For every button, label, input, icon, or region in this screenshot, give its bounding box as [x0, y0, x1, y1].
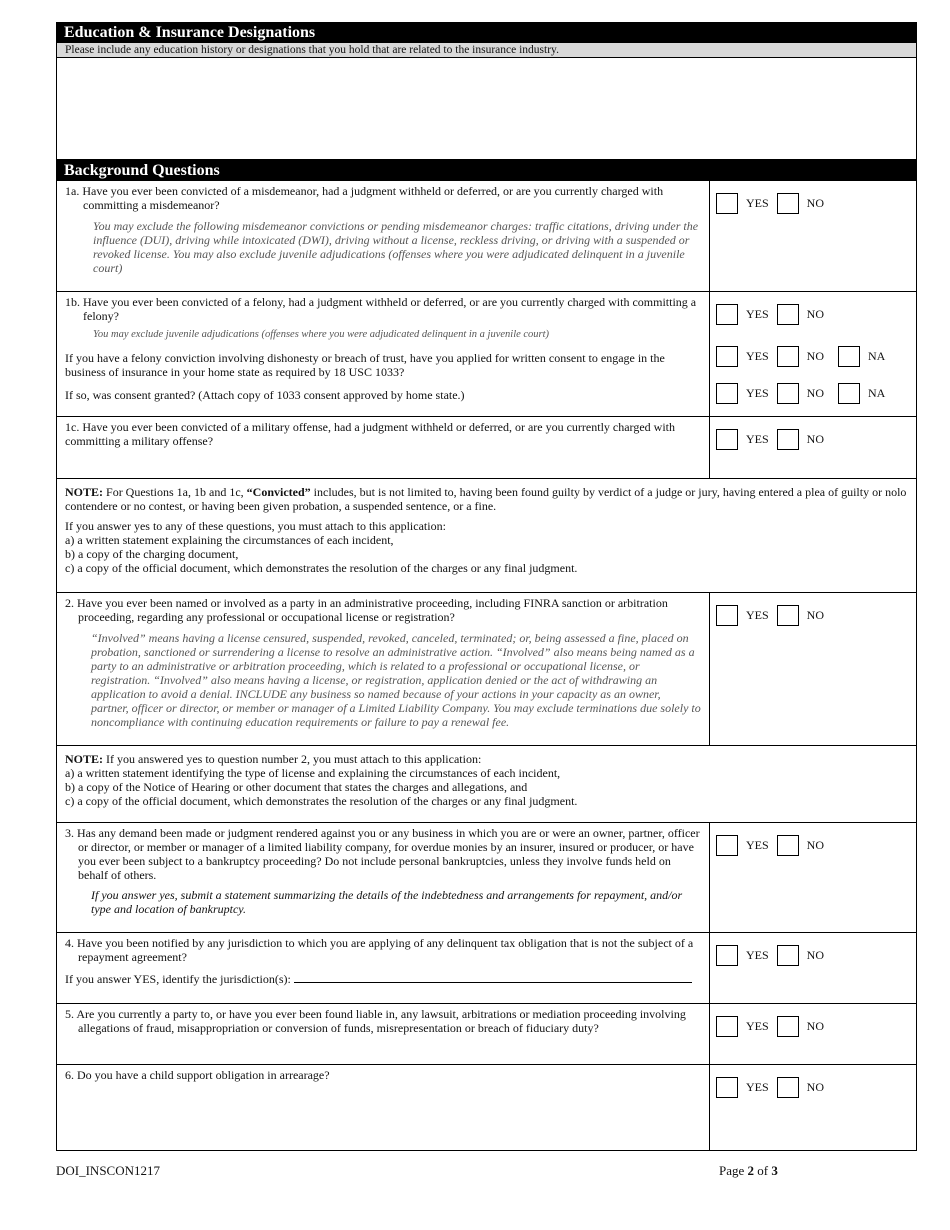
question-3-note: If you answer yes, submit a statement summarizing the details of the indebtedness and arrangements for repayment, and/or type and location of bankruptcy. [91, 888, 683, 916]
of-word: of [754, 1163, 772, 1178]
note-2-item-c: c) a copy of the official document, which demonstrates the resolution of the charges or any final judgment. [65, 794, 578, 808]
question-2-yes-checkbox[interactable] [716, 605, 738, 626]
question-1b-followup-consent: If you have a felony conviction involving dishonesty or breach of trust, have you applied for written consent to engage in the business of insurance in your home state as required by 18 USC 1033? [65, 351, 665, 379]
yes-label: YES [746, 948, 769, 962]
no-label: NO [806, 1019, 825, 1033]
yes-label: YES [746, 349, 769, 363]
question-1c-answer [716, 429, 838, 450]
question-1a-text: 1a. Have you ever been convicted of a misdemeanor, had a judgment withheld or deferred, or are you currently charged with committing a misdemeanor? [65, 184, 664, 212]
note-2-label: NOTE: [65, 752, 104, 766]
no-label: NO [806, 196, 825, 210]
current-page: 2 [747, 1163, 755, 1178]
question-5-row [56, 1004, 917, 1065]
question-1b-granted-answer [716, 383, 893, 404]
question-6-answer [716, 1077, 838, 1098]
total-pages: 3 [771, 1163, 778, 1178]
question-5-text: 5. Are you currently a party to, or have you ever been found liable in, any lawsuit, arbitrations or mediation proceeding involving allegations of fraud, misappropriation or conversion of funds, misrepresentation or breach of fiduciary duty? [65, 1007, 686, 1035]
question-2-answer [716, 605, 838, 626]
question-1a-answer [716, 193, 838, 214]
question-1b-no-checkbox[interactable] [777, 304, 799, 325]
question-1c-no-checkbox[interactable] [777, 429, 799, 450]
yes-label: YES [746, 196, 769, 210]
question-4-followup-label: If you answer YES, identify the jurisdiction(s): [65, 972, 294, 986]
education-instructions: Please include any education history or designations that you hold that are related to the insurance industry. [56, 43, 917, 57]
note-1-pre: For Questions 1a, 1b and 1c, [103, 485, 247, 499]
question-3-yes-checkbox[interactable] [716, 835, 738, 856]
question-5-no-checkbox[interactable] [777, 1016, 799, 1037]
question-1a-no-checkbox[interactable] [777, 193, 799, 214]
yes-label: YES [746, 1080, 769, 1094]
yes-label: YES [746, 1019, 769, 1033]
question-1c-text: 1c. Have you ever been convicted of a military offense, had a judgment withheld or deferred, or are you currently charged with committing a military offense? [65, 420, 675, 448]
question-5-yes-checkbox[interactable] [716, 1016, 738, 1037]
note-1-item-a: a) a written statement explaining the circumstances of each incident, [65, 533, 394, 547]
note-1-post: includes, but is not limited to, having been found guilty by verdict of a judge or jury, having entered a plea of guilty or nolo contendere or no contest, or having been given probation, a suspended sentence, or a fine. [65, 485, 907, 513]
question-4-row [56, 933, 917, 1004]
question-3-text: 3. Has any demand been made or judgment rendered against you or any business in which you are or were an owner, partner, officer or director, or member or manager of a limited liability company, for overdue monies by an insurer, insured or producer, or have you ever been subject to a bankruptcy proceeding? Do not include personal bankruptcies, unless they involve funds held on behalf of others. [65, 826, 700, 882]
note-1-item-b: b) a copy of the charging document, [65, 547, 239, 561]
no-label: NO [806, 307, 825, 321]
note-1-text [65, 485, 908, 513]
note-1-label: NOTE: [65, 485, 104, 499]
question-6-no-checkbox[interactable] [777, 1077, 799, 1098]
no-label: NO [806, 838, 825, 852]
education-section-title: Education & Insurance Designations [56, 22, 917, 43]
note-2-text [65, 752, 908, 766]
question-3-no-checkbox[interactable] [777, 835, 799, 856]
form-id: DOI_INSCON1217 [56, 1163, 160, 1178]
consent-granted-no-checkbox[interactable] [777, 383, 799, 404]
page-word: Page [719, 1163, 748, 1178]
question-1b-note: You may exclude juvenile adjudications (offenses where you were adjudicated delinquent in a juvenile court) [93, 329, 550, 340]
question-2-text: 2. Have you ever been named or involved as a party in an administrative proceeding, including FINRA sanction or arbitration proceeding, regarding any professional or occupational license or registration? [65, 596, 668, 624]
question-3-answer [716, 835, 838, 856]
note-2-row [56, 746, 917, 823]
no-label: NO [806, 948, 825, 962]
question-2-no-checkbox[interactable] [777, 605, 799, 626]
note-1-row [56, 479, 917, 593]
no-label: NO [806, 1080, 825, 1094]
note-2-item-a: a) a written statement identifying the type of license and explaining the circumstances of each incident, [65, 766, 561, 780]
note-1-convicted-term: “Convicted” [246, 485, 311, 499]
question-4-no-checkbox[interactable] [777, 945, 799, 966]
question-1b-row [56, 292, 917, 417]
consent-applied-no-checkbox[interactable] [777, 346, 799, 367]
page-number [719, 1163, 778, 1179]
question-1a-yes-checkbox[interactable] [716, 193, 738, 214]
no-label: NO [806, 386, 825, 400]
consent-granted-yes-checkbox[interactable] [716, 383, 738, 404]
jurisdiction-input-line[interactable] [294, 972, 692, 983]
question-1b-answer [716, 304, 838, 325]
no-label: NO [806, 349, 825, 363]
question-1c-yes-checkbox[interactable] [716, 429, 738, 450]
question-6-yes-checkbox[interactable] [716, 1077, 738, 1098]
question-4-text: 4. Have you been notified by any jurisdiction to which you are applying of any delinquent tax obligation that is not the subject of a repayment agreement? [65, 936, 694, 964]
consent-applied-yes-checkbox[interactable] [716, 346, 738, 367]
yes-label: YES [746, 608, 769, 622]
question-6-text: 6. Do you have a child support obligation in arrearage? [65, 1068, 330, 1082]
note-2-item-b: b) a copy of the Notice of Hearing or other document that states the charges and allegations, and [65, 780, 528, 794]
question-5-answer [716, 1016, 838, 1037]
na-label: NA [868, 386, 886, 400]
question-1c-row [56, 417, 917, 479]
question-4-followup [65, 972, 701, 986]
question-3-row [56, 823, 917, 933]
yes-label: YES [746, 432, 769, 446]
question-1b-text: 1b. Have you ever been convicted of a felony, had a judgment withheld or deferred, or are you currently charged with committing a felony? [65, 295, 697, 323]
consent-granted-na-checkbox[interactable] [838, 383, 860, 404]
education-entry-area[interactable] [56, 57, 917, 160]
no-label: NO [806, 432, 825, 446]
yes-label: YES [746, 307, 769, 321]
note-2-intro: If you answered yes to question number 2, you must attach to this application: [103, 752, 482, 766]
question-2-row [56, 593, 917, 746]
note-1-item-c: c) a copy of the official document, which demonstrates the resolution of the charges or any final judgment. [65, 561, 578, 575]
question-1a-note: You may exclude the following misdemeanor convictions or pending misdemeanor charges: traffic citations, driving under the influence (DUI), driving while intoxicated (DWI), driving without a license, reckless driving, or driving with a suspended or revoked license. You may also exclude juvenile adjudications (offenses where you were adjudicated delinquent in a juvenile court) [93, 219, 699, 275]
consent-applied-na-checkbox[interactable] [838, 346, 860, 367]
question-4-answer [716, 945, 838, 966]
form-page [56, 22, 917, 1151]
no-label: NO [806, 608, 825, 622]
question-1b-yes-checkbox[interactable] [716, 304, 738, 325]
question-2-note: “Involved” means having a license censured, suspended, revoked, canceled, terminated; or, being assessed a fine, placed on probation, sanctioned or surrendering a license to resolve an administrative action. “Involved” also means being named as a party to an administrative or arbitration proceeding, which is related to a professional or occupational license, or registration. “Involved” also means having a license, or registration, application denied or the act of withdrawing an application to avoid a denial. INCLUDE any business so named because of your actions in your capacity as an owner, partner, officer or director, or member or manager of a Limited Liability Company. You may exclude terminations due solely to noncompliance with continuing education requirements or failure to pay a renewal fee. [91, 631, 701, 729]
note-1-intro: If you answer yes to any of these questions, you must attach to this application: [65, 519, 446, 533]
question-6-row [56, 1065, 917, 1151]
question-4-yes-checkbox[interactable] [716, 945, 738, 966]
question-1b-followup-granted: If so, was consent granted? (Attach copy of 1033 consent approved by home state.) [65, 388, 465, 402]
question-1b-consent-answer [716, 346, 893, 367]
yes-label: YES [746, 386, 769, 400]
na-label: NA [868, 349, 886, 363]
yes-label: YES [746, 838, 769, 852]
background-section-title: Background Questions [56, 160, 917, 181]
question-1a-row [56, 181, 917, 292]
